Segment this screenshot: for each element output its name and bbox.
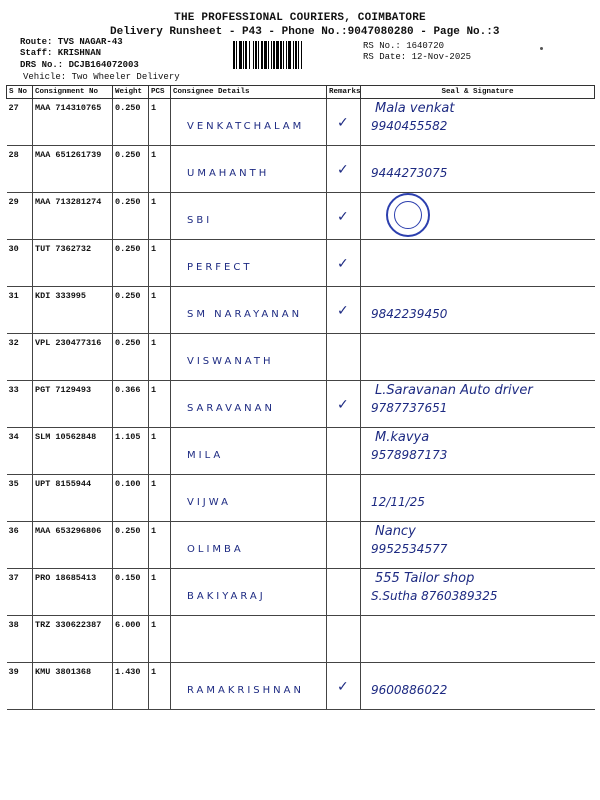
consignee-name: PERFECT [187,262,253,273]
weight-cell: 1.430 [113,663,149,710]
sno-cell: 37 [7,569,33,616]
pcs-cell: 1 [149,287,171,334]
consignment-cell: MAA 653296806 [33,522,113,569]
signature-line-1: 555 Tailor shop [375,571,475,586]
remark-mark: ✓ [337,115,349,131]
consignee-cell [171,616,327,663]
weight-cell: 0.250 [113,287,149,334]
signature-line-2: 12/11/25 [371,495,425,509]
signature-line-2: S.Sutha 8760389325 [371,589,498,603]
remarks-cell [327,193,361,240]
weight-cell: 6.000 [113,616,149,663]
sno-cell: 28 [7,146,33,193]
sno-cell: 33 [7,381,33,428]
pcs-cell: 1 [149,663,171,710]
pcs-cell: 1 [149,240,171,287]
signature-line-1: Nancy [375,524,416,539]
signature-line-2: 9444273075 [371,166,448,180]
signature-cell [361,99,595,146]
signature-line-2: 9578987173 [371,448,448,462]
signature-line-2: 9952534577 [371,542,448,556]
col-consignment: Consignment No [33,86,113,99]
consignee-name: BAKIYARAJ [187,591,266,602]
signature-cell [361,334,595,381]
signature-line-2: 9787737651 [371,401,448,415]
signature-cell [361,146,595,193]
consignee-cell [171,428,327,475]
pcs-cell: 1 [149,381,171,428]
consignee-name: OLIMBA [187,544,244,555]
barcode [233,41,359,69]
consignment-cell: MAA 713281274 [33,193,113,240]
sno-cell: 36 [7,522,33,569]
consignee-name: UMAHANTH [187,168,270,179]
seal-stamp-inner [394,201,422,229]
consignment-cell: MAA 651261739 [33,146,113,193]
remark-mark: ✓ [337,303,349,319]
table-row [7,334,595,381]
table-row [7,663,595,710]
signature-line-1: Mala venkat [375,101,455,116]
company-title: THE PROFESSIONAL COURIERS, COIMBATORE [174,12,426,24]
sno-cell: 32 [7,334,33,381]
col-pcs: PCS [149,86,171,99]
signature-line-2: 9842239450 [371,307,448,321]
signature-cell [361,287,595,334]
sno-cell: 30 [7,240,33,287]
remark-mark: ✓ [337,162,349,178]
remark-mark: ✓ [337,209,349,225]
remarks-cell [327,99,361,146]
col-weight: Weight [113,86,149,99]
sno-cell: 35 [7,475,33,522]
signature-line-1: M.kavya [375,430,430,445]
weight-cell: 0.100 [113,475,149,522]
pcs-cell: 1 [149,146,171,193]
consignee-cell [171,381,327,428]
runsheet-table [6,85,595,710]
consignment-cell: VPL 230477316 [33,334,113,381]
remarks-cell [327,334,361,381]
staff-label: Staff: KRISHNAN [20,48,102,58]
weight-cell: 0.250 [113,193,149,240]
remarks-cell [327,240,361,287]
consignee-name: MILA [187,450,224,461]
consignee-name: VIJWA [187,497,231,508]
table-row [7,475,595,522]
runsheet-subtitle: Delivery Runsheet - P43 - Phone No.:9047080280 - Page No.:3 [110,26,500,38]
remarks-cell [327,475,361,522]
consignment-cell: PRO 18685413 [33,569,113,616]
consignment-cell: KDI 333995 [33,287,113,334]
col-sno: S No [7,86,33,99]
remarks-cell [327,616,361,663]
remarks-cell [327,522,361,569]
signature-cell [361,616,595,663]
consignee-name: VISWANATH [187,356,274,367]
signature-cell [361,569,595,616]
consignee-cell [171,146,327,193]
pcs-cell: 1 [149,334,171,381]
punch-mark [540,47,543,50]
drs-label: DRS No.: DCJB164072003 [20,60,139,70]
table-row [7,428,595,475]
sno-cell: 34 [7,428,33,475]
consignment-cell: TUT 7362732 [33,240,113,287]
route-label: Route: TVS NAGAR-43 [20,37,123,47]
sno-cell: 31 [7,287,33,334]
signature-cell [361,381,595,428]
pcs-cell: 1 [149,569,171,616]
signature-cell [361,475,595,522]
consignee-cell [171,99,327,146]
weight-cell: 0.250 [113,522,149,569]
table-header-row [7,86,595,99]
consignee-cell [171,193,327,240]
rs-date: RS Date: 12-Nov-2025 [363,52,472,62]
remark-mark: ✓ [337,256,349,272]
consignment-cell: MAA 714310765 [33,99,113,146]
table-row [7,146,595,193]
pcs-cell: 1 [149,475,171,522]
weight-cell: 0.366 [113,381,149,428]
consignee-cell [171,475,327,522]
signature-cell [361,663,595,710]
pcs-cell: 1 [149,616,171,663]
col-consignee: Consignee Details [171,86,327,99]
consignee-name: RAMAKRISHNAN [187,685,304,696]
rs-number: RS No.: 1640720 [363,41,445,51]
table-row [7,240,595,287]
consignee-name: SBI [187,215,213,226]
remark-mark: ✓ [337,397,349,413]
pcs-cell: 1 [149,428,171,475]
table-row [7,287,595,334]
signature-cell [361,428,595,475]
weight-cell: 0.150 [113,569,149,616]
table-row [7,569,595,616]
remark-mark: ✓ [337,679,349,695]
consignee-cell [171,569,327,616]
consignee-cell [171,287,327,334]
signature-cell [361,193,595,240]
remarks-cell [327,569,361,616]
signature-line-2: 9940455582 [371,119,448,133]
consignee-cell [171,522,327,569]
consignment-cell: PGT 7129493 [33,381,113,428]
rs-info [363,41,471,63]
pcs-cell: 1 [149,193,171,240]
table-row [7,522,595,569]
consignee-name: VENKATCHALAM [187,121,305,132]
remarks-cell [327,663,361,710]
signature-cell [361,522,595,569]
weight-cell: 1.105 [113,428,149,475]
seal-stamp [386,193,430,237]
consignment-cell: UPT 8155944 [33,475,113,522]
signature-line-1: L.Saravanan Auto driver [375,383,533,398]
vehicle-label: Vehicle: Two Wheeler Delivery [23,72,180,82]
sno-cell: 38 [7,616,33,663]
pcs-cell: 1 [149,522,171,569]
consignment-cell: TRZ 330622387 [33,616,113,663]
consignee-cell [171,334,327,381]
pcs-cell: 1 [149,99,171,146]
weight-cell: 0.250 [113,240,149,287]
consignee-cell [171,240,327,287]
table-row [7,193,595,240]
weight-cell: 0.250 [113,334,149,381]
table-row [7,381,595,428]
remarks-cell [327,381,361,428]
col-remarks: Remarks [327,86,361,99]
consignee-name: SM NARAYANAN [187,309,303,320]
table-row [7,99,595,146]
remarks-cell [327,428,361,475]
signature-cell [361,240,595,287]
consignee-cell [171,663,327,710]
consignment-cell: KMU 3801368 [33,663,113,710]
remarks-cell [327,287,361,334]
sno-cell: 27 [7,99,33,146]
table-row [7,616,595,663]
consignment-cell: SLM 10562848 [33,428,113,475]
sno-cell: 29 [7,193,33,240]
weight-cell: 0.250 [113,146,149,193]
weight-cell: 0.250 [113,99,149,146]
col-signature: Seal & Signature [361,86,595,99]
consignee-name: SARAVANAN [187,403,275,414]
signature-line-2: 9600886022 [371,683,448,697]
remarks-cell [327,146,361,193]
sno-cell: 39 [7,663,33,710]
